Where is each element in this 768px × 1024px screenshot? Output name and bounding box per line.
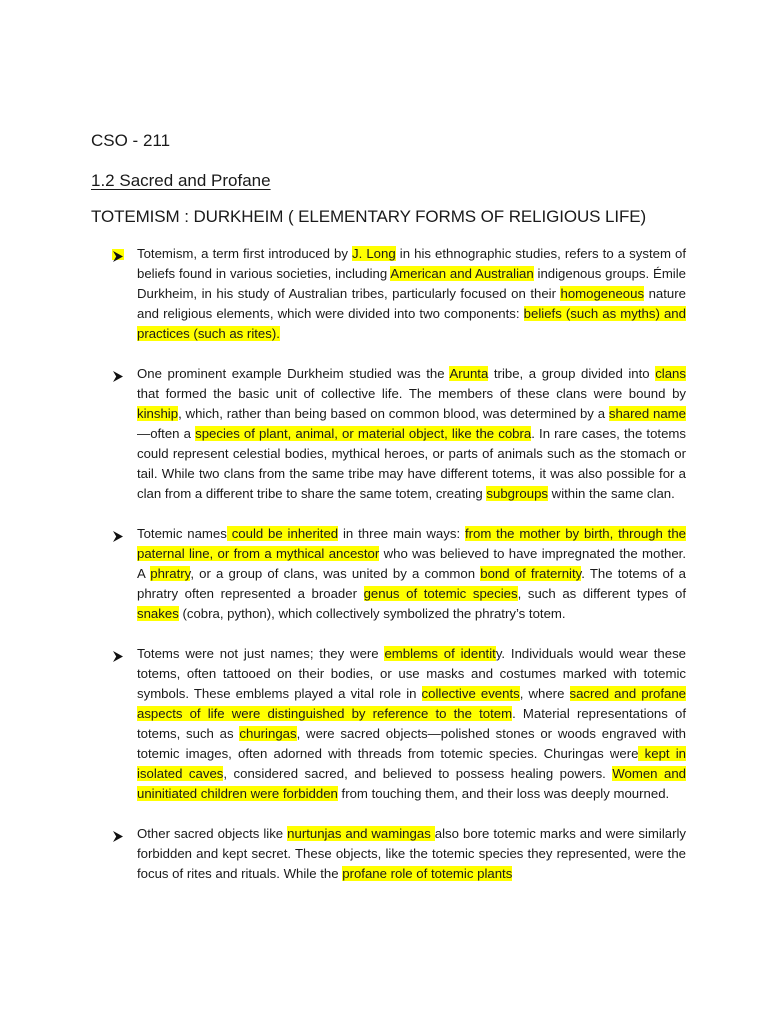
body-text: in three main ways: bbox=[338, 526, 465, 541]
arrow-right-icon bbox=[112, 369, 124, 380]
body-text: , considered sacred, and believed to possess healing powers. bbox=[223, 766, 613, 781]
highlighted-text: sacred and profane aspects of life were distinguished by reference to the totem bbox=[137, 686, 686, 721]
body-text: Totemism, a term first introduced by bbox=[137, 246, 353, 261]
arrow-right-icon bbox=[112, 529, 124, 540]
body-text: —often a bbox=[137, 426, 196, 441]
body-text: indigenous groups. Émile Durkheim, in his study of Australian tribes, particularly focused on their bbox=[137, 266, 686, 301]
highlighted-text: genus of totemic species bbox=[363, 586, 518, 601]
body-text: Totemic names bbox=[137, 526, 227, 541]
body-text: nature and religious elements, which were divided into two components: bbox=[137, 286, 686, 321]
body-text: , or a group of clans, was united by a common bbox=[190, 566, 481, 581]
bullet-paragraph bbox=[137, 524, 686, 624]
bullet-paragraph bbox=[137, 644, 686, 804]
highlighted-text: profane role of totemic plants bbox=[342, 866, 513, 881]
body-text: . The totems of a phratry often represented a broader bbox=[137, 566, 686, 601]
body-text: , such as different types of bbox=[517, 586, 686, 601]
bullet-paragraph bbox=[137, 244, 686, 344]
body-text: , which, rather than being based on common blood, was determined by a bbox=[178, 406, 609, 421]
highlighted-text: Women and uninitiated children were forbidden bbox=[137, 766, 686, 801]
highlighted-text: beliefs (such as myths) and practices (such as rites). bbox=[137, 306, 686, 341]
body-text: in his ethnographic studies, refers to a system of beliefs found in various societies, including bbox=[137, 246, 686, 281]
body-text: , where bbox=[519, 686, 570, 701]
body-text: One prominent example Durkheim studied was the bbox=[137, 366, 450, 381]
highlighted-text: emblems of identit bbox=[384, 646, 496, 661]
body-text: Other sacred objects like bbox=[137, 826, 288, 841]
highlighted-text: clans bbox=[655, 366, 686, 381]
arrow-right-icon bbox=[112, 829, 124, 840]
bullet-item bbox=[112, 244, 686, 344]
bullet-item bbox=[112, 644, 686, 804]
bullet-item bbox=[112, 364, 686, 504]
highlighted-text: kinship bbox=[137, 406, 179, 421]
body-text: y. Individuals would wear these totems, often tattooed on their bodies, or use masks and costumes marked with totemic symbols. These emblems played a vital role in bbox=[137, 646, 686, 701]
body-text: from touching them, and their loss was deeply mourned. bbox=[337, 786, 670, 801]
highlighted-text: J. Long bbox=[352, 246, 396, 261]
highlighted-text: Arunta bbox=[449, 366, 489, 381]
highlighted-text: from the mother by birth, through the paternal line, or from a mythical ancestor bbox=[137, 526, 687, 561]
body-text: . Material representations of totems, such as bbox=[137, 706, 687, 741]
body-text: within the same clan. bbox=[548, 486, 675, 501]
course-code-heading: CSO - 211 bbox=[91, 131, 171, 150]
body-text: Totems were not just names; they were bbox=[137, 646, 385, 661]
highlighted-text: churingas bbox=[239, 726, 297, 741]
highlighted-text: homogeneous bbox=[560, 286, 645, 301]
bullet-item bbox=[112, 524, 686, 624]
highlighted-text: could be inherited bbox=[226, 526, 339, 541]
bullet-list bbox=[112, 244, 686, 904]
bullet-paragraph bbox=[137, 824, 686, 884]
highlighted-text: phratry bbox=[150, 566, 191, 581]
body-text: , were sacred objects—polished stones or woods engraved with totemic images, often adorned with threads from totemic species. Churingas were bbox=[137, 726, 686, 761]
body-text: . In rare cases, the totems could represent celestial bodies, mythical heroes, or parts of animals such as the stomach or tail. While two clans from the same tribe may have different totems, it was also possible for a clan from a different tribe to share the same totem, creating bbox=[137, 426, 686, 501]
highlighted-text: collective events bbox=[421, 686, 520, 701]
body-text: tribe, a group divided into bbox=[488, 366, 656, 381]
highlighted-text: American and Australian bbox=[390, 266, 534, 281]
highlighted-text: nurtunjas and wamingas bbox=[287, 826, 435, 841]
bullet-paragraph bbox=[137, 364, 686, 504]
arrow-right-icon bbox=[112, 249, 124, 260]
topic-heading: TOTEMISM : DURKHEIM ( ELEMENTARY FORMS OF RELIGIOUS LIFE) bbox=[91, 207, 647, 226]
highlighted-text: subgroups bbox=[486, 486, 548, 501]
highlighted-text: kept in isolated caves bbox=[137, 746, 686, 781]
body-text: also bore totemic marks and were similarly forbidden and kept secret. These objects, like the totemic species they represented, were the focus of rites and rituals. While the bbox=[137, 826, 687, 881]
highlighted-text: species of plant, animal, or material object, like the cobra bbox=[195, 426, 532, 441]
highlighted-text: bond of fraternity bbox=[480, 566, 582, 581]
section-heading: 1.2 Sacred and Profane bbox=[91, 171, 271, 190]
body-text: that formed the basic unit of collective life. The members of these clans were bound by bbox=[137, 386, 686, 401]
body-text: (cobra, python), which collectively symbolized the phratry’s totem. bbox=[178, 606, 566, 621]
bullet-item bbox=[112, 824, 686, 884]
highlighted-text: shared name bbox=[608, 406, 686, 421]
arrow-right-icon bbox=[112, 649, 124, 660]
body-text: who was believed to have impregnated the mother. A bbox=[137, 546, 686, 581]
highlighted-text: snakes bbox=[137, 606, 179, 621]
